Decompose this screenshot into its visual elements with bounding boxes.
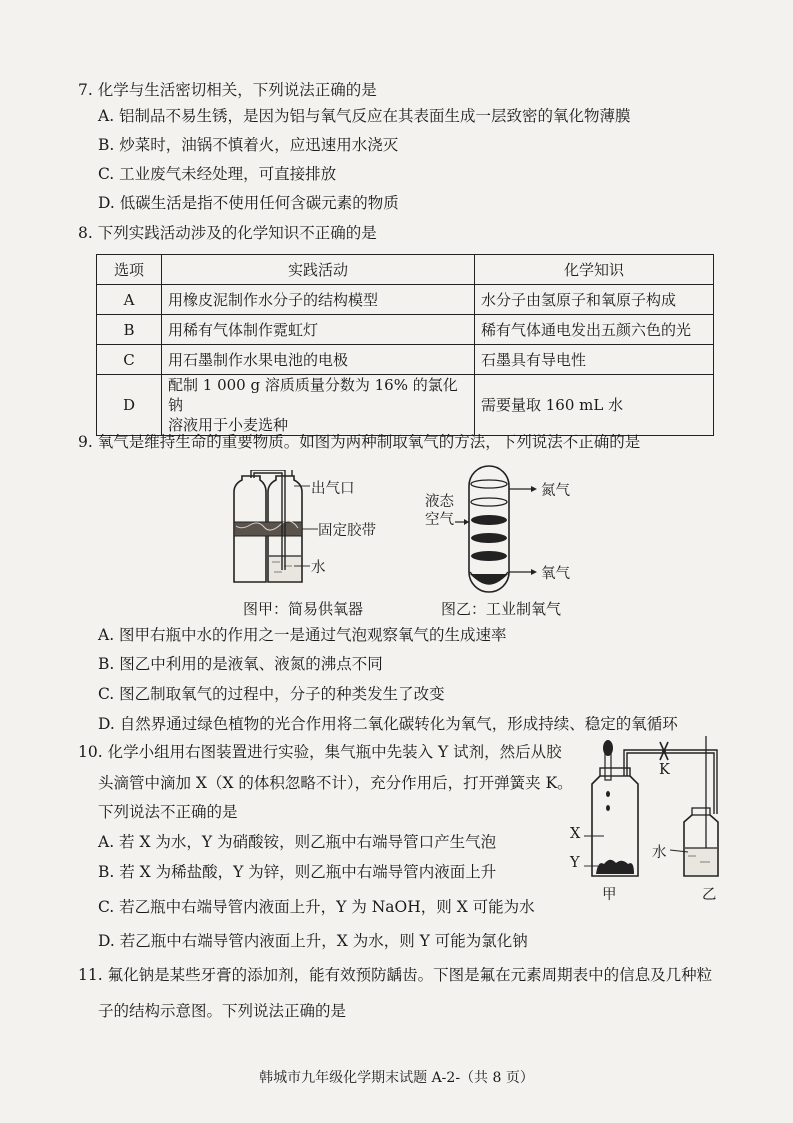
row-option: D xyxy=(97,375,162,436)
q11-stem-2: 子的结构示意图。下列说法正确的是 xyxy=(98,1002,347,1020)
q8-table xyxy=(96,254,714,436)
row-activity-line2: 溶液用于小麦选种 xyxy=(168,416,289,434)
q9-option-c: C. 图乙制取氧气的过程中，分子的种类发生了改变 xyxy=(98,685,445,703)
q10-apparatus-diagram xyxy=(584,736,734,888)
oxygen-generator-diagram xyxy=(230,470,320,590)
label-outlet: 出气口 xyxy=(311,481,355,497)
table-header-row xyxy=(97,255,714,285)
q7-option-b: B. 炒菜时，油锅不慎着火，应迅速用水浇灭 xyxy=(98,136,399,154)
header-option: 选项 xyxy=(97,255,162,285)
q7-option-c: C. 工业废气未经处理，可直接排放 xyxy=(98,165,337,183)
q7-option-d: D. 低碳生活是指不使用任何含碳元素的物质 xyxy=(98,194,399,212)
q9-option-b: B. 图乙中利用的是液氧、液氮的沸点不同 xyxy=(98,655,383,673)
row-knowledge: 水分子由氢原子和氧原子构成 xyxy=(475,285,714,315)
q10-stem-3: 下列说法不正确的是 xyxy=(98,803,238,821)
row-activity-line1: 配制 1 000 g 溶质质量分数为 16% 的氯化钠 xyxy=(168,376,458,414)
row-knowledge: 石墨具有导电性 xyxy=(475,345,714,375)
q10-stem-2: 头滴管中滴加 X（X 的体积忽略不计），充分作用后，打开弹簧夹 K。 xyxy=(98,774,573,792)
q9-option-d: D. 自然界通过绿色植物的光合作用将二氧化碳转化为氧气，形成持续、稳定的氧循环 xyxy=(98,715,678,733)
row-activity: 用石墨制作水果电池的电极 xyxy=(162,345,475,375)
label-liquid-air-2: 空气 xyxy=(425,512,454,528)
table-row xyxy=(97,345,714,375)
row-knowledge: 稀有气体通电发出五颜六色的光 xyxy=(475,315,714,345)
row-option: A xyxy=(97,285,162,315)
header-activity: 实践活动 xyxy=(162,255,475,285)
fig2-caption: 图乙：工业制氧气 xyxy=(441,600,562,618)
label-oxygen: 氧气 xyxy=(541,566,570,582)
label-k: K xyxy=(659,762,670,778)
q9-stem: 9. 氧气是维持生命的重要物质。如图为两种制取氧气的方法，下列说法不正确的是 xyxy=(78,433,641,451)
row-activity: 用橡皮泥制作水分子的结构模型 xyxy=(162,285,475,315)
q10-option-a: A. 若 X 为水，Y 为硝酸铵，则乙瓶中右端导管口产生气泡 xyxy=(98,833,497,851)
q7-stem: 7. 化学与生活密切相关，下列说法正确的是 xyxy=(78,81,377,99)
q11-stem-1: 11. 氟化钠是某些牙膏的添加剂，能有效预防龋齿。下图是氟在元素周期表中的信息及几种粒 xyxy=(78,966,713,984)
label-x: X xyxy=(570,826,581,842)
label-nitrogen: 氮气 xyxy=(541,483,570,499)
label-tape: 固定胶带 xyxy=(318,523,376,539)
fig1-caption: 图甲：简易供氧器 xyxy=(243,600,364,618)
label-water-yi: 水 xyxy=(652,845,667,861)
q10-option-d: D. 若乙瓶中右端导管内液面上升，X 为水，则 Y 可能为氯化钠 xyxy=(98,932,528,950)
label-liquid-air-1: 液态 xyxy=(425,494,454,510)
row-activity xyxy=(162,375,475,436)
row-activity: 用稀有气体制作霓虹灯 xyxy=(162,315,475,345)
table-row xyxy=(97,315,714,345)
label-yi: 乙 xyxy=(702,887,717,903)
q9-option-a: A. 图甲右瓶中水的作用之一是通过气泡观察氧气的生成速率 xyxy=(98,626,507,644)
table-row xyxy=(97,375,714,436)
q7-option-a: A. 铝制品不易生锈，是因为铝与氧气反应在其表面生成一层致密的氧化物薄膜 xyxy=(98,107,631,125)
q10-stem-1: 10. 化学小组用右图装置进行实验，集气瓶中先装入 Y 试剂，然后从胶 xyxy=(78,743,562,761)
label-y: Y xyxy=(570,855,580,871)
label-water: 水 xyxy=(311,560,326,576)
q10-option-b: B. 若 X 为稀盐酸，Y 为锌，则乙瓶中右端导管内液面上升 xyxy=(98,863,497,881)
row-knowledge: 需要量取 160 mL 水 xyxy=(475,375,714,436)
row-option: C xyxy=(97,345,162,375)
table-row xyxy=(97,285,714,315)
q8-stem: 8. 下列实践活动涉及的化学知识不正确的是 xyxy=(78,224,377,242)
row-option: B xyxy=(97,315,162,345)
industrial-oxygen-diagram xyxy=(455,462,540,597)
label-jia: 甲 xyxy=(602,887,617,903)
q10-option-c: C. 若乙瓶中右端导管内液面上升，Y 为 NaOH，则 X 可能为水 xyxy=(98,898,535,916)
header-knowledge: 化学知识 xyxy=(475,255,714,285)
page-footer: 韩城市九年级化学期末试题 A-2-（共 8 页） xyxy=(259,1070,534,1086)
